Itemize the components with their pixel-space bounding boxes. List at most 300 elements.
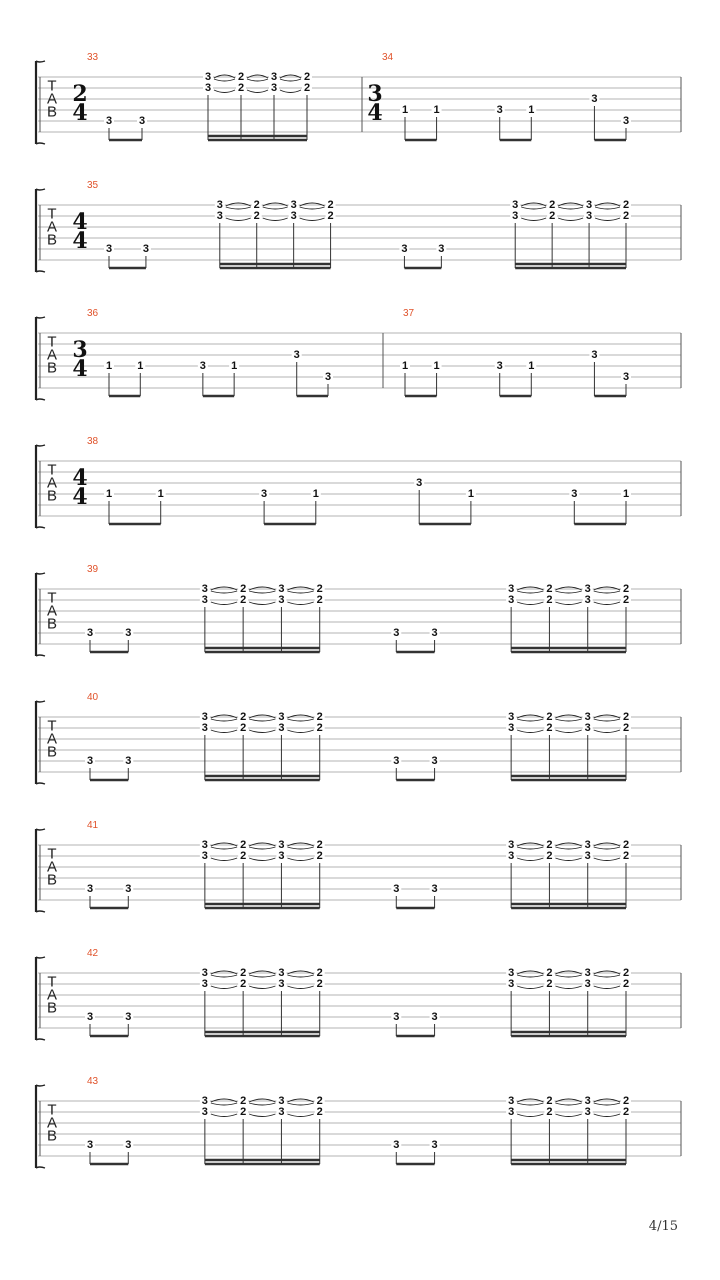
fret-number: 3 [431,1139,438,1151]
fret-number: 3 [586,210,593,222]
slur [555,587,581,590]
slur [249,1103,275,1105]
tab-clef-letter: A [46,986,58,1004]
measure-number: 37 [403,308,415,319]
slur [555,858,581,861]
note-group [506,967,631,1036]
fret-number: 3 [278,967,285,979]
slur [287,1114,313,1117]
slur [249,587,275,590]
fret-number: 3 [586,199,593,211]
fret-number: 2 [316,1095,323,1107]
fret-number: 3 [86,1011,94,1023]
note-group [85,627,133,652]
fret-number: 3 [584,850,591,862]
slur [594,587,620,590]
fret-number: 2 [622,839,630,851]
fret-number: 3 [125,1011,132,1023]
slur [555,847,581,849]
fret-number: 3 [201,1106,208,1118]
tab-clef-letter: A [46,730,58,748]
fret-number: 3 [201,978,208,990]
fret-number: 3 [591,93,598,105]
fret-number: 2 [546,1095,553,1107]
tab-clef-letter: B [46,999,58,1017]
fret-number: 3 [393,883,400,895]
fret-number: 2 [316,583,323,595]
fret-number: 2 [240,1095,247,1107]
fret-number: 3 [278,839,285,851]
tab-system [36,436,681,528]
slur [226,218,251,221]
fret-number: 3 [86,1139,94,1151]
fret-number: 2 [622,850,630,862]
fret-number: 3 [584,839,591,851]
slur [211,719,237,721]
measure-38 [72,436,631,524]
slur [249,843,275,846]
fret-number: 3 [584,1106,591,1118]
page-number: 4/15 [648,1219,678,1234]
slur [517,587,543,590]
measure-number: 34 [382,52,394,63]
fret-number: 3 [201,1095,208,1107]
slur [517,715,543,718]
fret-number: 3 [278,850,285,862]
fret-number: 1 [528,360,535,372]
slur [517,975,543,977]
tab-clef-letter: A [46,474,58,492]
tab-system [36,308,681,400]
fret-number: 3 [86,883,94,895]
slur [594,1114,620,1117]
fret-number: 1 [105,360,113,372]
fret-number: 2 [546,1106,553,1118]
slur [594,715,620,718]
tab-system [36,180,681,272]
slur [211,602,237,605]
fret-number: 3 [431,1011,438,1023]
slur [517,971,543,974]
fret-number: 2 [316,967,323,979]
slur [594,591,620,593]
slur [249,719,275,721]
measure-34 [362,52,631,140]
time-signature-top: 3 [72,337,88,363]
tab-clef-letter: B [46,743,58,761]
fret-number: 3 [324,371,332,383]
slur [517,986,543,989]
fret-number: 2 [237,71,245,83]
slur [249,1099,275,1102]
fret-number: 2 [546,594,553,606]
fret-number: 3 [201,583,208,595]
fret-number: 3 [201,967,208,979]
fret-number: 3 [142,243,149,255]
fret-number: 2 [327,210,334,222]
fret-number: 2 [549,199,556,211]
fret-number: 3 [278,978,285,990]
measure-37 [383,308,631,396]
measure-number: 35 [87,180,99,191]
fret-number: 2 [240,1106,247,1118]
tab-clef-letter: B [46,615,58,633]
fret-number: 2 [622,978,630,990]
slur [517,847,543,849]
note-group [391,627,439,652]
slur [558,207,583,209]
fret-number: 3 [512,199,519,211]
fret-number: 3 [216,210,223,222]
slur [287,730,313,733]
fret-number: 2 [253,199,260,211]
slur [558,218,583,221]
slur [594,847,620,849]
tab-clef-letter: T [47,589,57,607]
note-group [200,1095,325,1164]
slur [287,847,313,849]
slur [555,1099,581,1102]
tab-system [36,820,681,912]
slur [594,843,620,846]
fret-number: 3 [86,755,94,767]
slur [287,986,313,989]
slur [280,75,301,78]
tab-system [36,564,681,656]
slur [287,843,313,846]
slur [263,203,288,206]
slur [595,203,620,206]
fret-number: 3 [622,115,630,127]
time-signature-top: 2 [72,81,88,107]
slur [300,207,325,209]
tab-clef-letter: A [46,858,58,876]
slur [555,719,581,721]
fret-number: 2 [546,583,553,595]
fret-number: 3 [431,883,438,895]
fret-number: 2 [240,583,247,595]
note-group [391,883,439,908]
time-signature-bottom: 4 [72,228,88,254]
measure-35 [72,180,631,268]
slur [280,79,301,81]
tab-clef-letter: T [47,461,57,479]
note-group [85,1139,133,1164]
measure-number: 42 [87,948,99,959]
time-signature-bottom: 4 [72,100,88,126]
slur [211,730,237,733]
fret-number: 2 [622,210,630,222]
time-signature-top: 4 [72,209,88,235]
tab-clef-letter: B [46,231,58,249]
fret-number: 3 [201,722,208,734]
note-group [506,839,631,908]
slur [211,971,237,974]
fret-number: 3 [293,349,300,361]
fret-number: 2 [622,711,630,723]
slur [287,719,313,721]
slur [517,1114,543,1117]
tab-clef-letter: A [46,346,58,364]
slur [211,858,237,861]
fret-number: 2 [622,1106,630,1118]
tab-clef-letter: B [46,103,58,121]
note-group [506,1095,631,1164]
note-group [200,711,325,780]
note-group [569,488,631,524]
note-group [589,349,631,396]
fret-number: 2 [240,967,247,979]
time-signature-bottom: 4 [72,484,88,510]
note-group [506,583,631,652]
fret-number: 3 [508,583,515,595]
slur [247,90,268,93]
fret-number: 3 [622,371,630,383]
fret-number: 3 [201,594,208,606]
fret-number: 2 [303,71,311,83]
fret-number: 3 [508,722,515,734]
tab-clef-letter: T [47,1101,57,1119]
tab-clef-letter: A [46,218,58,236]
fret-number: 3 [401,243,408,255]
slur [249,971,275,974]
fret-number: 2 [316,850,323,862]
fret-number: 2 [240,839,247,851]
measure-number: 39 [87,564,99,575]
fret-number: 3 [508,1095,515,1107]
measure-33 [72,52,312,140]
fret-number: 3 [278,711,285,723]
slur [226,203,251,206]
fret-number: 1 [467,488,474,500]
fret-number: 1 [105,488,113,500]
fret-number: 1 [433,104,440,116]
measure-39 [85,564,631,652]
slur [517,1099,543,1102]
measure-number: 40 [87,692,99,703]
fret-number: 3 [508,850,515,862]
slur [555,986,581,989]
fret-number: 1 [137,360,144,372]
fret-number: 3 [393,627,400,639]
fret-number: 3 [204,82,212,94]
fret-number: 1 [433,360,440,372]
measure-number: 36 [87,308,99,319]
slur [594,986,620,989]
tab-clef-letter: T [47,845,57,863]
slur [226,207,251,209]
fret-number: 1 [528,104,535,116]
fret-number: 2 [546,978,553,990]
tab-clef-letter: A [46,1114,58,1132]
slur [300,218,325,221]
fret-number: 3 [393,1139,400,1151]
slur [521,207,546,209]
fret-number: 3 [584,978,591,990]
fret-number: 3 [571,488,578,500]
fret-number: 3 [199,360,206,372]
slur [594,971,620,974]
note-group [510,199,631,268]
note-group [200,583,325,652]
fret-number: 2 [240,850,247,862]
slur [249,975,275,977]
slur [211,847,237,849]
fret-number: 2 [546,711,553,723]
fret-number: 2 [622,1095,630,1107]
measure-43 [85,1076,631,1164]
note-group [200,839,325,908]
slur [517,730,543,733]
fret-number: 2 [549,210,556,222]
slur [247,79,268,81]
slur [555,1114,581,1117]
slur [555,715,581,718]
slur [594,1099,620,1102]
note-group [104,243,151,268]
fret-number: 3 [201,839,208,851]
slur [521,218,546,221]
note-group [198,360,239,396]
slur [595,218,620,221]
slur [517,1103,543,1105]
measure-41 [85,820,631,908]
slur [555,602,581,605]
fret-number: 2 [316,722,323,734]
fret-number: 3 [431,755,438,767]
fret-number: 3 [290,199,297,211]
note-group [203,71,312,140]
slur [517,858,543,861]
fret-number: 1 [157,488,164,500]
fret-number: 2 [240,722,247,734]
fret-number: 3 [86,627,94,639]
slur [594,730,620,733]
note-group [589,93,631,140]
note-group [200,967,325,1036]
slur [287,715,313,718]
fret-number: 3 [201,850,208,862]
fret-number: 3 [201,711,208,723]
measure-number: 38 [87,436,99,447]
fret-number: 3 [508,978,515,990]
slur [214,90,235,93]
fret-number: 3 [278,594,285,606]
slur [555,1103,581,1105]
time-signature-bottom: 4 [72,356,88,382]
slur [211,843,237,846]
fret-number: 2 [253,210,260,222]
fret-number: 3 [584,583,591,595]
note-group [85,1011,133,1036]
slur [263,218,288,221]
fret-number: 2 [240,711,247,723]
fret-number: 3 [584,1095,591,1107]
fret-number: 2 [240,594,247,606]
fret-number: 3 [204,71,212,83]
slur [287,1103,313,1105]
note-group [85,755,133,780]
time-signature-top: 3 [367,81,383,107]
fret-number: 3 [270,82,278,94]
fret-number: 3 [508,967,515,979]
slur [211,587,237,590]
fret-number: 2 [316,594,323,606]
fret-number: 2 [546,850,553,862]
fret-number: 3 [216,199,223,211]
slur [211,986,237,989]
fret-number: 1 [231,360,238,372]
note-group [292,349,333,396]
tab-system [36,948,681,1040]
slur [249,858,275,861]
fret-number: 3 [278,722,285,734]
fret-number: 2 [622,199,630,211]
fret-number: 3 [290,210,297,222]
fret-number: 2 [316,1106,323,1118]
fret-number: 2 [622,583,630,595]
slur [249,847,275,849]
slur [521,203,546,206]
tab-clef-letter: B [46,359,58,377]
tab-clef-letter: A [46,602,58,620]
slur [249,986,275,989]
note-group [400,360,442,396]
slur [594,1103,620,1105]
tab-system [36,52,681,144]
fret-number: 2 [622,722,630,734]
fret-number: 1 [401,360,409,372]
slur [517,591,543,593]
note-group [399,243,446,268]
slur [555,975,581,977]
fret-number: 3 [278,1095,285,1107]
note-group [495,360,537,396]
fret-number: 2 [240,978,247,990]
tab-clef-letter: T [47,333,57,351]
slur [247,75,268,78]
note-group [215,199,336,268]
fret-number: 3 [138,115,146,127]
slur [249,602,275,605]
fret-number: 3 [393,1011,400,1023]
note-group [414,477,476,524]
fret-number: 3 [125,883,132,895]
slur [517,602,543,605]
fret-number: 3 [496,104,503,116]
tab-clef-letter: B [46,871,58,889]
fret-number: 3 [125,627,132,639]
slur [211,591,237,593]
slur [287,1099,313,1102]
fret-number: 3 [278,1106,285,1118]
note-group [104,115,147,140]
fret-number: 3 [584,722,591,734]
fret-number: 2 [546,839,553,851]
fret-number: 1 [622,488,630,500]
slur [249,730,275,733]
fret-number: 3 [416,477,423,489]
tab-system [36,692,681,784]
slur [300,203,325,206]
slur [594,858,620,861]
fret-number: 2 [622,594,630,606]
note-group [391,1139,439,1164]
fret-number: 3 [512,210,519,222]
slur [249,591,275,593]
fret-number: 2 [237,82,245,94]
slur [594,975,620,977]
